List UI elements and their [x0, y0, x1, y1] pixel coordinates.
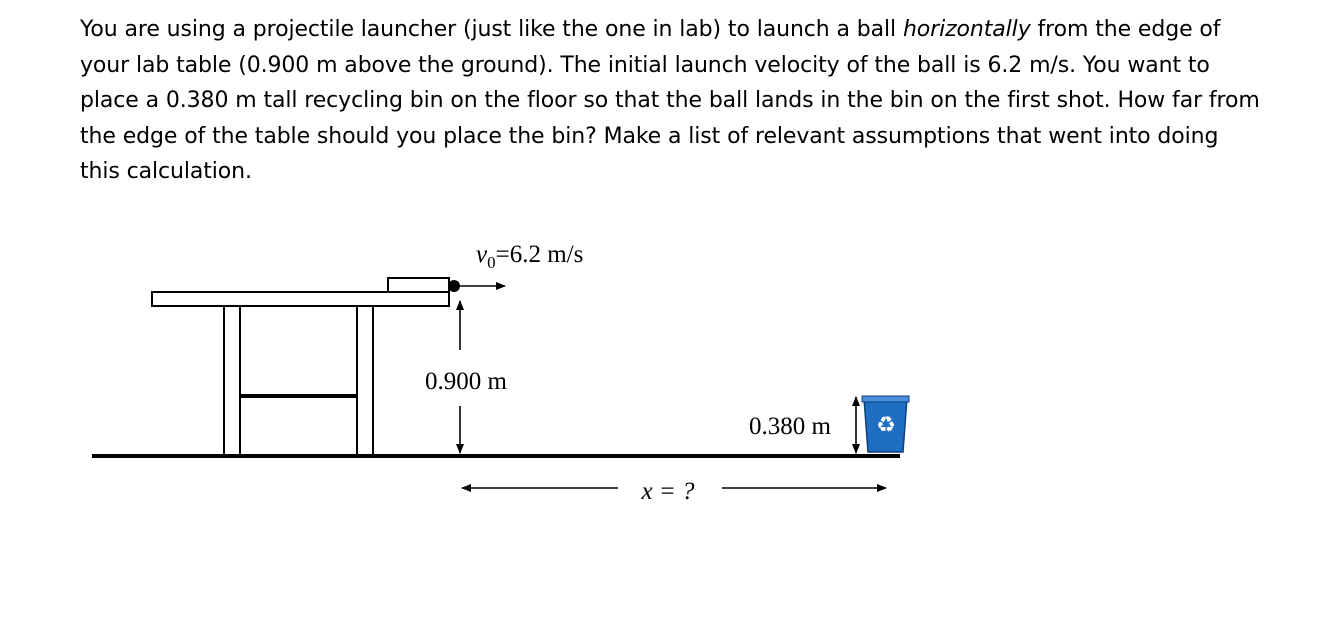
ball	[448, 280, 460, 292]
table-leg-right	[357, 306, 373, 456]
table-height-label: 0.900 m	[425, 368, 507, 395]
recycle-icon: ♻	[876, 413, 896, 438]
problem-text-part2: from the edge of your lab table (0.900 m above the ground). The initial launch velocity of the ball is 6.2 m/s. You want to place a 0.380 m tall recycling bin on the floor so that the ball lands in the bin on the first shot. How far from the edge of the table should you place the bin? Make a list of relevant assumptions that went into doing this calculation.	[80, 17, 1260, 184]
table-top	[152, 292, 449, 306]
velocity-symbol: v	[476, 241, 488, 268]
problem-text-part1: You are using a projectile launcher (just like the one in lab) to launch a ball	[80, 17, 903, 42]
recycling-bin-rim	[862, 396, 909, 402]
projectile-launcher	[388, 278, 449, 292]
lab-table	[152, 292, 449, 456]
problem-text-emphasis: horizontally	[902, 17, 1031, 42]
bin-height-label: 0.380 m	[749, 413, 831, 440]
velocity-value: =6.2 m/s	[495, 241, 584, 268]
velocity-label	[476, 241, 583, 272]
recycling-bin	[862, 396, 909, 452]
table-leg-left	[224, 306, 240, 456]
velocity-subscript: 0	[487, 253, 496, 272]
distance-label: x = ?	[641, 478, 695, 505]
